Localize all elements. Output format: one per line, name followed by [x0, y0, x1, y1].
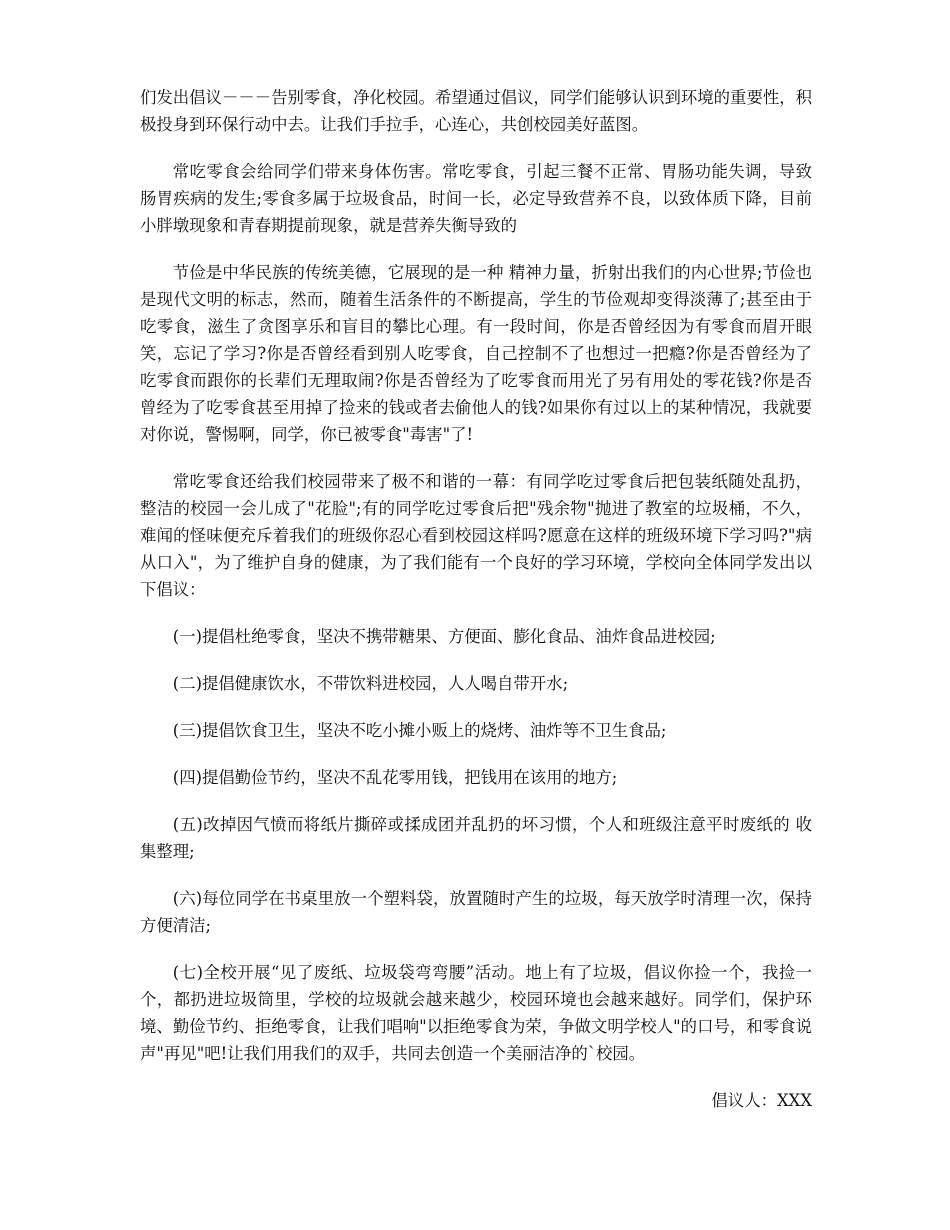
paragraph-health-harm: 常吃零食会给同学们带来身体伤害。常吃零食，引起三餐不正常、胃肠功能失调，导致肠胃疾病的发生;零食多属于垃圾食品，时间一长，必定导致营养不良，以致体质下降，目前小胖墩现象和青春期提前现象，就是营养失衡导致的: [140, 162, 812, 235]
paragraph-campus-harm: 常吃零食还给我们校园带来了极不和谐的一幕：有同学吃过零食后把包装纸随处乱扔，整洁的校园一会儿成了"花脸";有的同学吃过零食后把"残余物"抛进了教室的垃圾桶，不久，难闻的怪味便充斥着我们的班级你忍心看到校园这样吗?愿意在这样的班级环境下学习吗?"病从口入"，为了维护自身的健康，为了我们能有一个良好的学习环境，学校向全体同学发出以下倡议：: [140, 472, 812, 599]
document-page: [140, 84, 812, 1114]
proposal-item-2: (二)提倡健康饮水，不带饮料进校园，人人喝自带开水;: [172, 674, 569, 693]
proposal-item-7: (七)全校开展“见了废纸、垃圾袋弯弯腰”活动。地上有了垃圾，倡议你捡一个，我捡一个，都扔进垃圾筒里，学校的垃圾就会越来越少，校园环境也会越来越好。同学们，保护环境、勤俭节约、拒绝零食，让我们唱响"以拒绝零食为荣，争做文明学校人"的口号，和零食说声"再见"吧!让我们用我们的双手，共同去创造一个美丽洁净的`校园。: [140, 963, 812, 1063]
signature-line: 倡议人：XXX: [711, 1091, 812, 1110]
proposal-item-6: (六)每位同学在书桌里放一个塑料袋，放置随时产生的垃圾，每天放学时清理一次，保持方便清洁;: [140, 889, 812, 935]
paragraph-thrift: 节俭是中华民族的传统美德，它展现的是一种 精神力量，折射出我们的内心世界;节俭也是现代文明的标志，然而，随着生活条件的不断提高，学生的节俭观却变得淡薄了;甚至由于吃零食，滋生了贪图享乐和盲目的攀比心理。有一段时间，你是否曾经因为有零食而眉开眼笑，忘记了学习?你是否曾经看到别人吃零食，自己控制不了也想过一把瘾?你是否曾经为了吃零食而跟你的长辈们无理取闹?你是否曾经为了吃零食而用光了另有用处的零花钱?你是否曾经为了吃零食甚至用掉了捡来的钱或者去偷他人的钱?如果你有过以上的某种情况，我就要对你说，警惕啊，同学，你已被零食"毒害"了!: [140, 263, 812, 444]
proposal-item-4: (四)提倡勤俭节约，坚决不乱花零用钱，把钱用在该用的地方;: [172, 768, 618, 787]
paragraph-intro: 们发出倡议－－－告别零食，净化校园。希望通过倡议，同学们能够认识到环境的重要性，积极投身到环保行动中去。让我们手拉手，心连心，共创校园美好蓝图。: [140, 88, 813, 134]
proposal-item-3: (三)提倡饮食卫生，坚决不吃小摊小贩上的烧烤、油炸等不卫生食品;: [172, 721, 667, 740]
proposal-item-5: (五)改掉因气愤而将纸片撕碎或揉成团并乱扔的坏习惯，个人和班级注意平时废纸的 收集整理;: [140, 815, 812, 861]
proposal-item-1: (一)提倡杜绝零食，坚决不携带糖果、方便面、膨化食品、油炸食品进校园;: [172, 627, 716, 646]
